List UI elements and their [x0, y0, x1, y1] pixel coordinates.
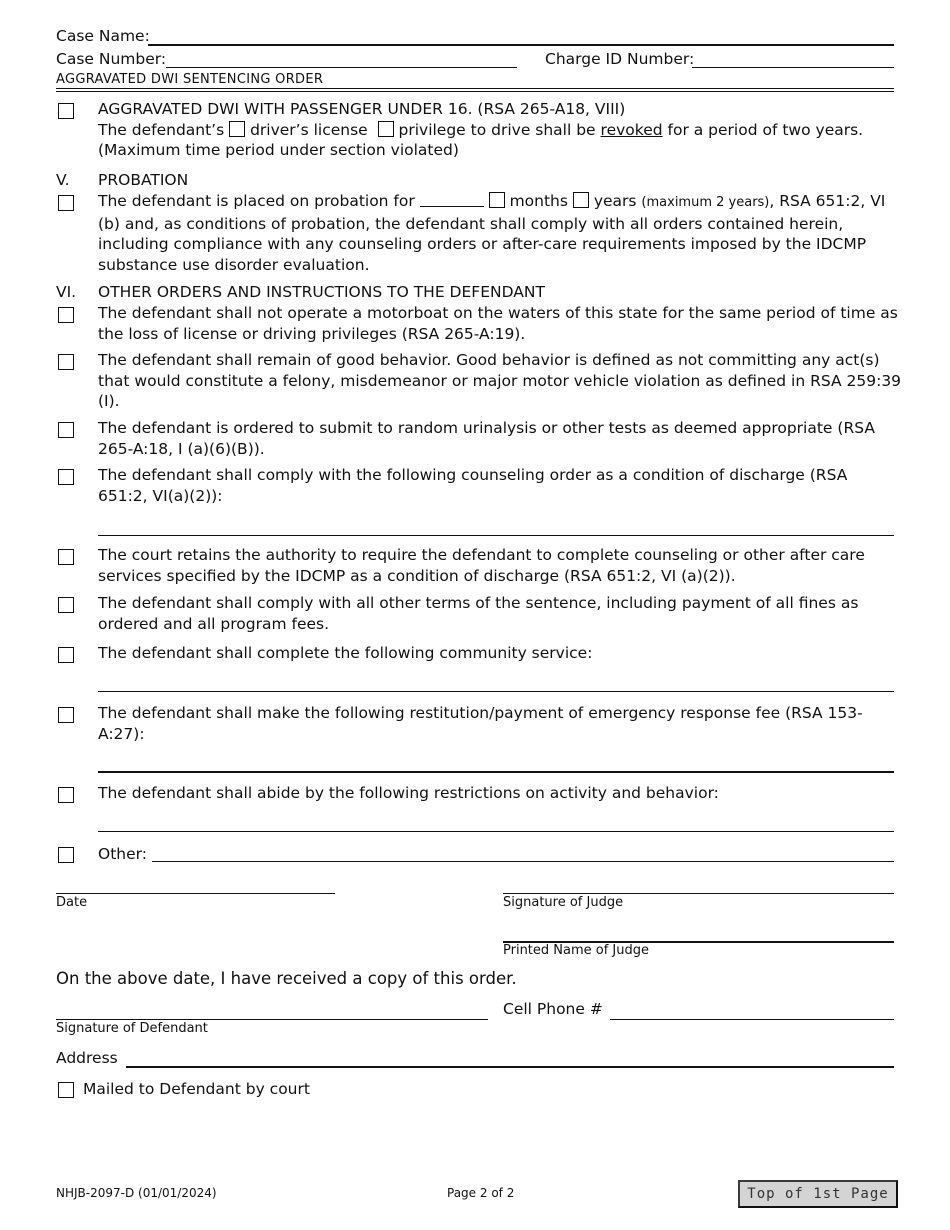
- address-label: Address: [56, 1049, 118, 1067]
- charge-id-label: Charge ID Number:: [545, 50, 695, 68]
- period-text: for a period of two years.: [667, 120, 864, 139]
- case-name-field[interactable]: [148, 44, 894, 46]
- date-field[interactable]: [56, 893, 335, 894]
- received-statement: On the above date, I have received a copy of this order.: [56, 969, 517, 988]
- order-text-other-terms: The defendant shall comply with all other terms of the sentence, including payment of all fines as ordered and all program fees.: [98, 594, 859, 633]
- order-text-urinalysis: The defendant is ordered to submit to random urinalysis or other tests as deemed appropriate (RSA 265-A:18, I (a)(6)(B)).: [98, 419, 875, 458]
- community-service-field[interactable]: [98, 691, 894, 692]
- order-checkbox-other-terms[interactable]: [58, 597, 74, 613]
- order-checkbox-motorboat[interactable]: [58, 307, 74, 323]
- page-number: Page 2 of 2: [447, 1186, 515, 1200]
- passenger-revocation-line: [98, 120, 898, 141]
- order-checkbox-restitution[interactable]: [58, 707, 74, 723]
- passenger-text-a: The defendant’s: [98, 120, 225, 139]
- probation-numeral: V.: [56, 171, 70, 189]
- restrictions-field[interactable]: [98, 831, 894, 832]
- order-text-restitution: The defendant shall make the following restitution/payment of emergency response fee (RSA 153-A:27):: [98, 704, 863, 743]
- privilege-text: privilege to drive shall be: [398, 120, 596, 139]
- max-years-note: (maximum 2 years): [641, 195, 770, 210]
- order-text-community-service: The defendant shall complete the following community service:: [98, 644, 593, 662]
- probation-text: [98, 191, 898, 275]
- counseling-order-field[interactable]: [98, 535, 894, 536]
- order-checkbox-counseling[interactable]: [58, 469, 74, 485]
- mailed-label: Mailed to Defendant by court: [83, 1080, 310, 1098]
- order-text-good-behavior: The defendant shall remain of good behavior. Good behavior is defined as not committing any act(s) that would constitute a felony, misdemeanor or major motor vehicle violation as defined in RSA 259:39 (I).: [98, 351, 902, 410]
- order-checkbox-restrictions[interactable]: [58, 787, 74, 803]
- address-field[interactable]: [126, 1066, 894, 1068]
- title-divider-1: [56, 88, 894, 89]
- probation-text-b: , RSA 651:2, VI (b) and, as conditions of probation, the defendant shall comply with all orders contained herein, including compliance with any counseling orders or after-care requirements imposed by the IDCMP substance use disorder evaluation.: [98, 192, 886, 274]
- years-label: years: [593, 192, 637, 210]
- judge-printed-label: Printed Name of Judge: [503, 943, 650, 958]
- order-checkbox-community-service[interactable]: [58, 647, 74, 663]
- defendant-signature-label: Signature of Defendant: [56, 1021, 208, 1036]
- order-text-court-authority: The court retains the authority to require the defendant to complete counseling or other after care services specified by the IDCMP as a condition of discharge (RSA 651:2, VI (a)(2)).: [98, 546, 865, 585]
- other-orders-numeral: VI.: [56, 283, 77, 301]
- restitution-field[interactable]: [98, 771, 894, 773]
- passenger-section: [98, 99, 898, 161]
- defendant-signature-field[interactable]: [56, 1019, 488, 1020]
- form-id: NHJB-2097-D (01/01/2024): [56, 1186, 217, 1200]
- order-text-motorboat: The defendant shall not operate a motorboat on the waters of this state for the same period of time as the loss of license or driving privileges (RSA 265-A:19).: [98, 304, 898, 343]
- order-checkbox-urinalysis[interactable]: [58, 422, 74, 438]
- revoked-text: revoked: [600, 120, 663, 139]
- passenger-title: AGGRAVATED DWI WITH PASSENGER UNDER 16. (RSA 265-A18, VIII): [98, 100, 626, 118]
- privilege-checkbox[interactable]: [378, 121, 394, 137]
- judge-signature-label: Signature of Judge: [503, 895, 624, 910]
- judge-signature-field[interactable]: [503, 893, 894, 894]
- date-label: Date: [56, 895, 88, 910]
- order-checkbox-other[interactable]: [58, 847, 74, 863]
- probation-heading: PROBATION: [98, 171, 189, 189]
- cell-phone-field[interactable]: [610, 1019, 894, 1020]
- probation-text-a: The defendant is placed on probation for: [98, 192, 415, 210]
- charge-id-field[interactable]: [692, 67, 894, 68]
- title-divider-2: [56, 91, 894, 92]
- order-checkbox-good-behavior[interactable]: [58, 354, 74, 370]
- passenger-checkbox[interactable]: [58, 103, 74, 119]
- probation-checkbox[interactable]: [58, 195, 74, 211]
- case-name-label: Case Name:: [56, 27, 150, 45]
- probation-duration-field[interactable]: [420, 192, 484, 207]
- case-number-field[interactable]: [166, 67, 517, 68]
- drivers-license-checkbox[interactable]: [229, 121, 245, 137]
- form-title: AGGRAVATED DWI SENTENCING ORDER: [56, 72, 324, 87]
- order-text-counseling: The defendant shall comply with the following counseling order as a condition of discharge (RSA 651:2, VI(a)(2)):: [98, 466, 848, 505]
- mailed-checkbox[interactable]: [58, 1082, 74, 1098]
- case-number-label: Case Number:: [56, 50, 167, 68]
- cell-phone-label: Cell Phone #: [503, 1000, 603, 1018]
- top-of-first-page-button[interactable]: Top of 1st Page: [738, 1180, 898, 1208]
- months-checkbox[interactable]: [489, 192, 505, 208]
- order-checkbox-court-authority[interactable]: [58, 549, 74, 565]
- passenger-max-note: (Maximum time period under section violated): [98, 141, 459, 159]
- other-field[interactable]: [152, 861, 894, 862]
- years-checkbox[interactable]: [573, 192, 589, 208]
- drivers-license-label: driver’s license: [250, 120, 368, 139]
- months-label: months: [509, 192, 568, 210]
- other-orders-heading: OTHER ORDERS AND INSTRUCTIONS TO THE DEFENDANT: [98, 283, 545, 301]
- order-text-restrictions: The defendant shall abide by the following restrictions on activity and behavior:: [98, 784, 719, 802]
- other-label: Other:: [98, 845, 147, 863]
